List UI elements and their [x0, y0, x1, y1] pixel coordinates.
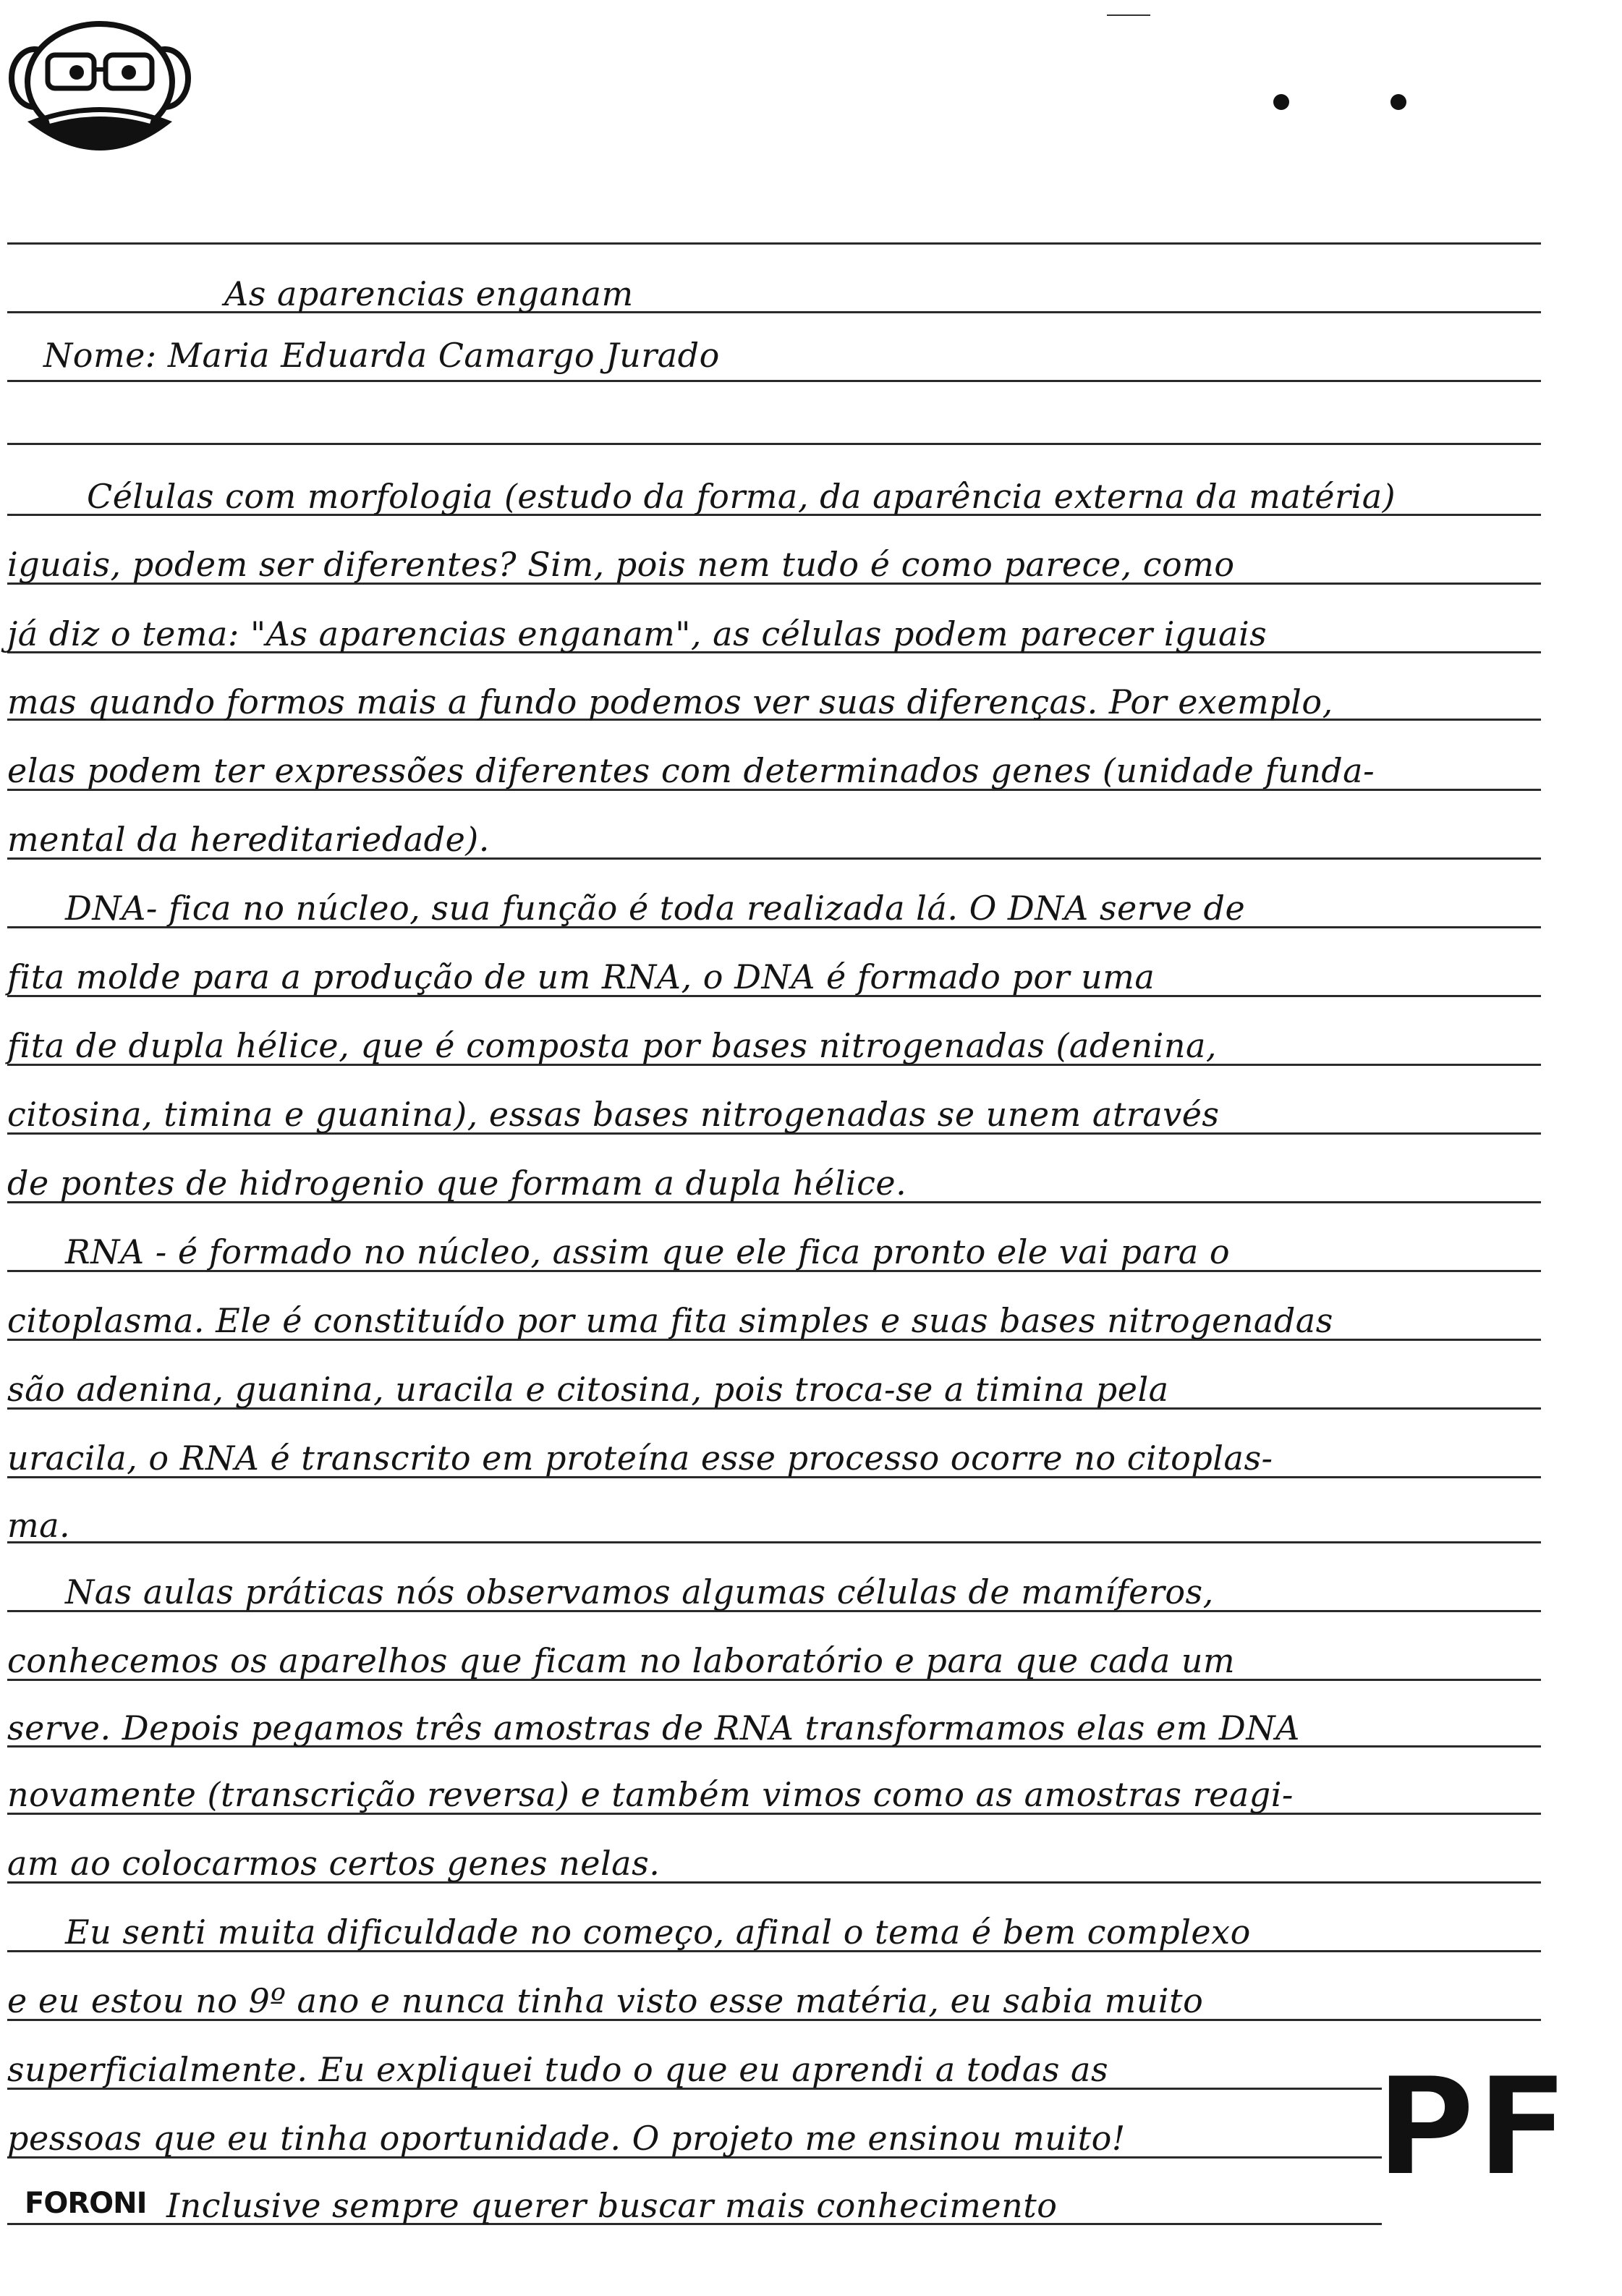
text-line: já diz o tema: "As aparencias enganam", as células podem parecer iguais [7, 614, 1268, 653]
ruled-line [7, 242, 1541, 245]
text-line: RNA - é formado no núcleo, assim que ele fica pronto ele vai para o [65, 1232, 1231, 1271]
text-line: citosina, timina e guanina), essas bases nitrogenadas se unem através [7, 1095, 1220, 1134]
text-line: serve. Depois pegamos três amostras de RNA transformamos elas em DNA [7, 1708, 1300, 1748]
top-mark [1107, 14, 1150, 16]
text-line: conhecemos os aparelhos que ficam no laboratório e para que cada um [7, 1641, 1236, 1680]
ruled-line [7, 380, 1541, 382]
text-line: Eu senti muita dificuldade no começo, afinal o tema é bem complexo [65, 1912, 1251, 1952]
text-line: Nas aulas práticas nós observamos algumas células de mamíferos, [65, 1572, 1214, 1611]
text-line: mas quando formos mais a fundo podemos ver suas diferenças. Por exemplo, [7, 682, 1333, 721]
text-line: fita molde para a produção de um RNA, o DNA é formado por uma [7, 957, 1155, 996]
text-line: de pontes de hidrogenio que formam a dupla hélice. [7, 1164, 907, 1203]
text-line: Inclusive sempre querer buscar mais conhecimento [166, 2186, 1058, 2225]
text-line: e eu estou no 9º ano e nunca tinha visto esse matéria, eu sabia muito [7, 1981, 1204, 2020]
dot-marker [1273, 94, 1289, 110]
text-line: am ao colocarmos certos genes nelas. [7, 1844, 661, 1883]
text-line: ma. [7, 1506, 71, 1545]
text-line: novamente (transcrição reversa) e também vimos como as amostras reagi- [7, 1775, 1294, 1814]
ruled-line [7, 1541, 1541, 1543]
text-line: iguais, podem ser diferentes? Sim, pois nem tudo é como parece, como [7, 545, 1235, 584]
text-line: superficialmente. Eu expliquei tudo o que eu aprendi a todas as [7, 2050, 1109, 2089]
pf-brand-text: PF [1375, 2047, 1570, 2207]
text-line: DNA- fica no núcleo, sua função é toda realizada lá. O DNA serve de [65, 889, 1246, 928]
ruled-line [7, 443, 1541, 445]
text-line: citoplasma. Ele é constituído por uma fita simples e suas bases nitrogenadas [7, 1301, 1333, 1340]
name-line: Nome: Maria Eduarda Camargo Jurado [43, 336, 720, 375]
text-line: pessoas que eu tinha oportunidade. O projeto me ensinou muito! [7, 2119, 1126, 2158]
text-line: mental da hereditariedade). [7, 820, 490, 859]
text-line: elas podem ter expressões diferentes com determinados genes (unidade funda- [7, 751, 1375, 790]
text-line: uracila, o RNA é transcrito em proteína esse processo ocorre no citoplas- [7, 1439, 1273, 1478]
text-line: são adenina, guanina, uracila e citosina, pois troca-se a timina pela [7, 1370, 1169, 1409]
foroni-brand: FORONI [25, 2187, 147, 2220]
pf-brand-logo [1375, 2047, 1570, 2207]
monkey-face-logo [6, 13, 194, 158]
page-title: As aparencias enganam [224, 274, 634, 313]
text-line: fita de dupla hélice, que é composta por bases nitrogenadas (adenina, [7, 1026, 1218, 1065]
text-line: Células com morfologia (estudo da forma, da aparência externa da matéria) [87, 477, 1396, 516]
dot-marker [1390, 94, 1406, 110]
